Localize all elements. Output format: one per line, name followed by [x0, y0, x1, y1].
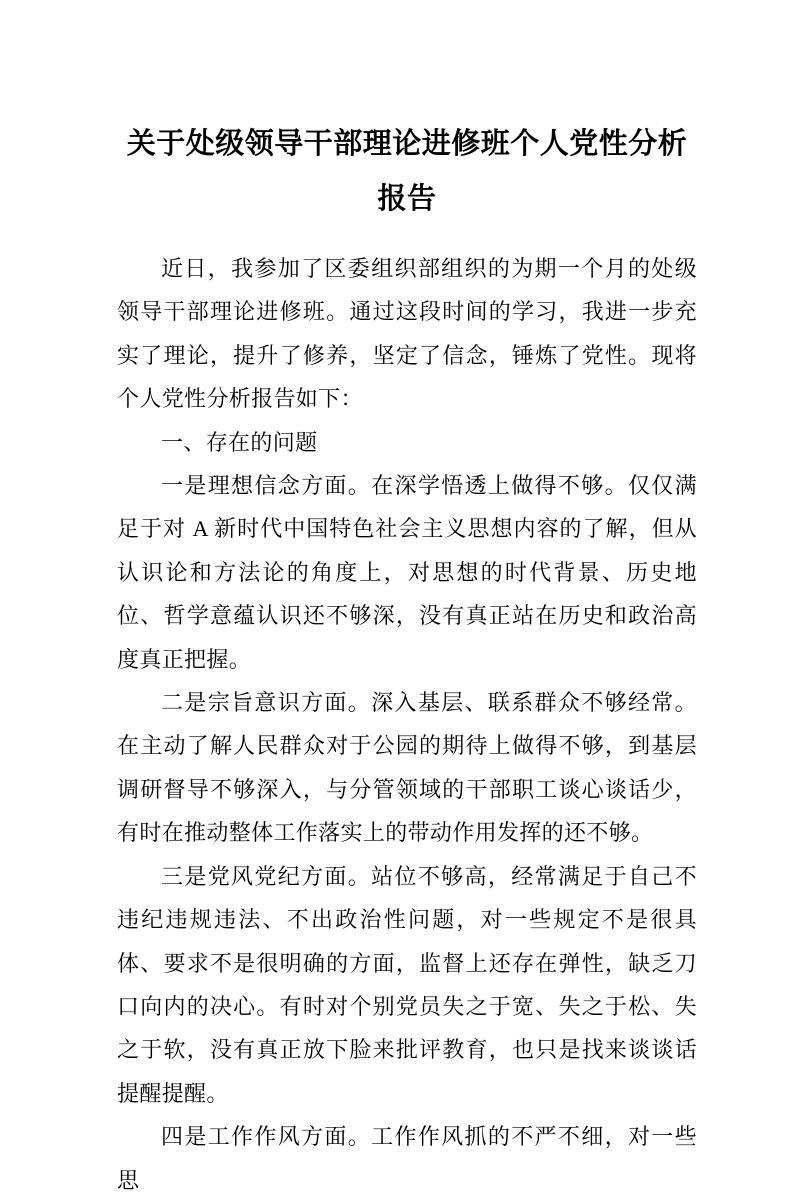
document-title: 关于处级领导干部理论进修班个人党性分析报告	[126, 128, 688, 215]
paragraph-intro: 近日，我参加了区委组织部组织的为期一个月的处级领导干部理论进修班。通过这段时间的学习，我进一步充实了理论，提升了修养，坚定了信念，锤炼了党性。现将个人党性分析报告如下：	[117, 256, 697, 412]
paragraph-point-1-ideals: 一是理想信念方面。在深学悟透上做得不够。仅仅满足于对 A 新时代中国特色社会主义思想内容的了解，但从认识论和方法论的角度上，对思想的时代背景、历史地位、哲学意蕴认识还不够深，没有真正站在历史和政治高度真正把握。	[117, 473, 697, 672]
section-heading-problems: 一、存在的问题	[161, 429, 318, 455]
document-body	[117, 247, 697, 1202]
paragraph-point-4-workstyle: 四是工作作风方面。工作作风抓的不严不细，对一些思	[117, 1124, 697, 1193]
document-content	[117, 117, 697, 1202]
paragraph-point-3-discipline: 三是党风党纪方面。站位不够高，经常满足于自己不违纪违规违法、不出政治性问题，对一些规定不是很具体、要求不是很明确的方面，监督上还存在弹性，缺乏刀口向内的决心。有时对个别党员失之于宽、失之于松、失之于软，没有真正放下脸来批评教育，也只是找来谈谈话提醒提醒。	[117, 863, 697, 1106]
paragraph-point-2-purpose: 二是宗旨意识方面。深入基层、联系群众不够经常。在主动了解人民群众对于公园的期待上做得不够，到基层调研督导不够深入，与分管领域的干部职工谈心谈话少，有时在推动整体工作落实上的带动作用发挥的还不够。	[117, 690, 697, 846]
